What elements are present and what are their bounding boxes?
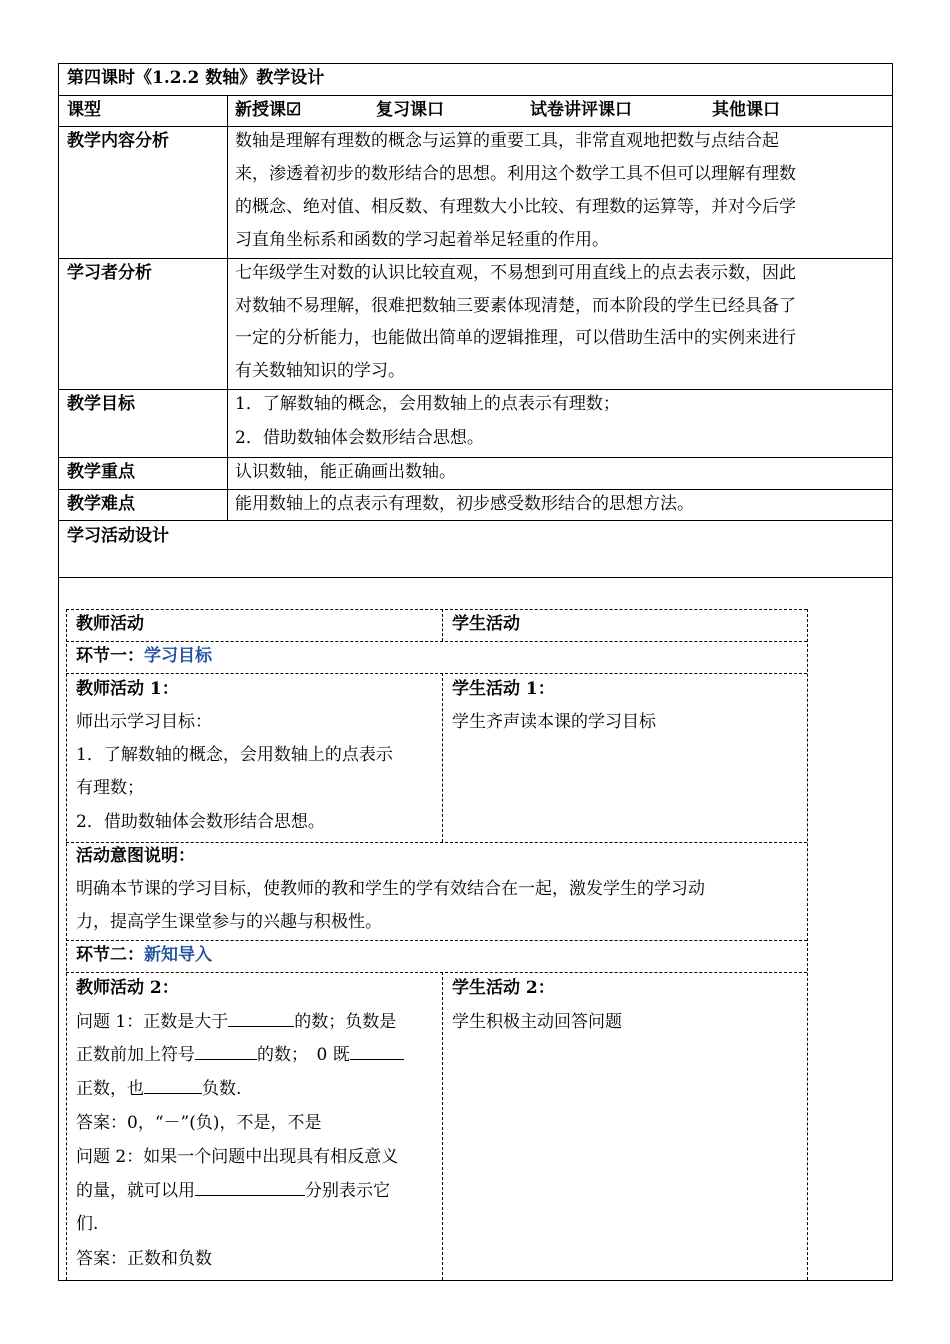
lesson-type-review: 复习课口 (376, 100, 444, 120)
question1-text: 问题 1：正数是大于 (76, 1012, 229, 1032)
content-analysis-line: 的概念、绝对值、相反数、有理数大小比较、有理数的运算等，并对今后学 (235, 197, 796, 217)
section1-prefix: 环节一： (76, 646, 144, 666)
fill-blank (350, 1041, 404, 1060)
answer2: 答案：正数和负数 (76, 1249, 212, 1269)
question1-text: 负数. (202, 1079, 242, 1099)
question1-text: 的数；负数是 (294, 1012, 397, 1032)
teacher-activity-1-line: 师出示学习目标： (76, 712, 212, 732)
learner-analysis-line: 七年级学生对数的认识比较直观，不易想到可用直线上的点去表示数，因此 (235, 263, 796, 283)
objectives-label: 教学目标 (67, 394, 135, 414)
question1-line1 (76, 1006, 396, 1039)
teacher-activity-header: 教师活动 (76, 614, 144, 634)
content-analysis-line: 来，渗透着初步的数形结合的思想。利用这个数学工具不但可以理解有理数 (235, 164, 796, 184)
student-activity-2-title: 学生活动 2： (452, 978, 555, 998)
intent-title: 活动意图说明： (76, 846, 195, 866)
student-activity-2-text: 学生积极主动回答问题 (452, 1012, 622, 1032)
teacher-activity-1-line: 2．借助数轴体会数形结合思想。 (76, 812, 325, 832)
question1-line3 (76, 1073, 241, 1106)
lesson-type-other: 其他课口 (712, 100, 780, 120)
teacher-activity-2-title: 教师活动 2： (76, 978, 179, 998)
objective-item: 1．了解数轴的概念，会用数轴上的点表示有理数； (235, 394, 620, 414)
question1-line2 (76, 1039, 404, 1072)
difficulty-text: 能用数轴上的点表示有理数，初步感受数形结合的思想方法。 (235, 494, 694, 514)
fill-blank (228, 1008, 294, 1027)
fill-blank (195, 1041, 257, 1060)
student-activity-1-text: 学生齐声读本课的学习目标 (452, 712, 656, 732)
answer1: 答案：0，“－”(负)，不是，不是 (76, 1113, 322, 1133)
question2-line2 (76, 1175, 390, 1208)
learner-analysis-line: 有关数轴知识的学习。 (235, 361, 405, 381)
learner-analysis-line: 对数轴不易理解，很难把数轴三要素体现清楚，而本阶段的学生已经具备了 (235, 296, 796, 316)
section2-heading (76, 939, 212, 972)
section2-name: 新知导入 (144, 945, 212, 965)
content-analysis-line: 数轴是理解有理数的概念与运算的重要工具，非常直观地把数与点结合起 (235, 131, 779, 151)
teacher-activity-1-line: 有理数； (76, 778, 144, 798)
question2-line1: 问题 2：如果一个问题中出现具有相反意义 (76, 1147, 399, 1167)
question1-text: 正数前加上符号 (76, 1045, 195, 1065)
difficulty-label: 教学难点 (67, 494, 135, 514)
question1-text: 正数，也 (76, 1079, 144, 1099)
teacher-activity-1-line: 1．了解数轴的概念，会用数轴上的点表示 (76, 745, 393, 765)
lesson-type-new: 新授课☑ (235, 100, 302, 120)
key-point-text: 认识数轴，能正确画出数轴。 (235, 462, 456, 482)
fill-blank (195, 1177, 305, 1196)
section2-prefix: 环节二： (76, 945, 144, 965)
teacher-activity-1-title: 教师活动 1： (76, 679, 179, 699)
question2-line3: 们. (76, 1214, 99, 1234)
activity-design-label: 学习活动设计 (67, 526, 169, 546)
question2-text: 分别表示它 (305, 1181, 390, 1201)
content-analysis-line: 习直角坐标系和函数的学习起着举足轻重的作用。 (235, 230, 609, 250)
student-activity-1-title: 学生活动 1： (452, 679, 555, 699)
lesson-type-exam-review: 试卷讲评课口 (530, 100, 632, 120)
content-analysis-label: 教学内容分析 (67, 131, 169, 151)
learner-analysis-line: 一定的分析能力，也能做出简单的逻辑推理，可以借助生活中的实例来进行 (235, 328, 796, 348)
section1-name: 学习目标 (144, 646, 212, 666)
objective-item: 2．借助数轴体会数形结合思想。 (235, 428, 484, 448)
lesson-type-label: 课型 (67, 100, 101, 120)
question1-text: 的数； 0 既 (257, 1045, 350, 1065)
question2-text: 的量，就可以用 (76, 1181, 195, 1201)
learner-analysis-label: 学习者分析 (67, 263, 152, 283)
intent-line: 力，提高学生课堂参与的兴趣与积极性。 (76, 912, 382, 932)
intent-line: 明确本节课的学习目标，使教师的教和学生的学有效结合在一起，激发学生的学习动 (76, 879, 705, 899)
section1-heading (76, 640, 212, 673)
page-title: 第四课时《1.2.2 数轴》教学设计 (67, 68, 325, 88)
fill-blank (144, 1075, 202, 1094)
student-activity-header: 学生活动 (452, 614, 520, 634)
key-point-label: 教学重点 (67, 462, 135, 482)
